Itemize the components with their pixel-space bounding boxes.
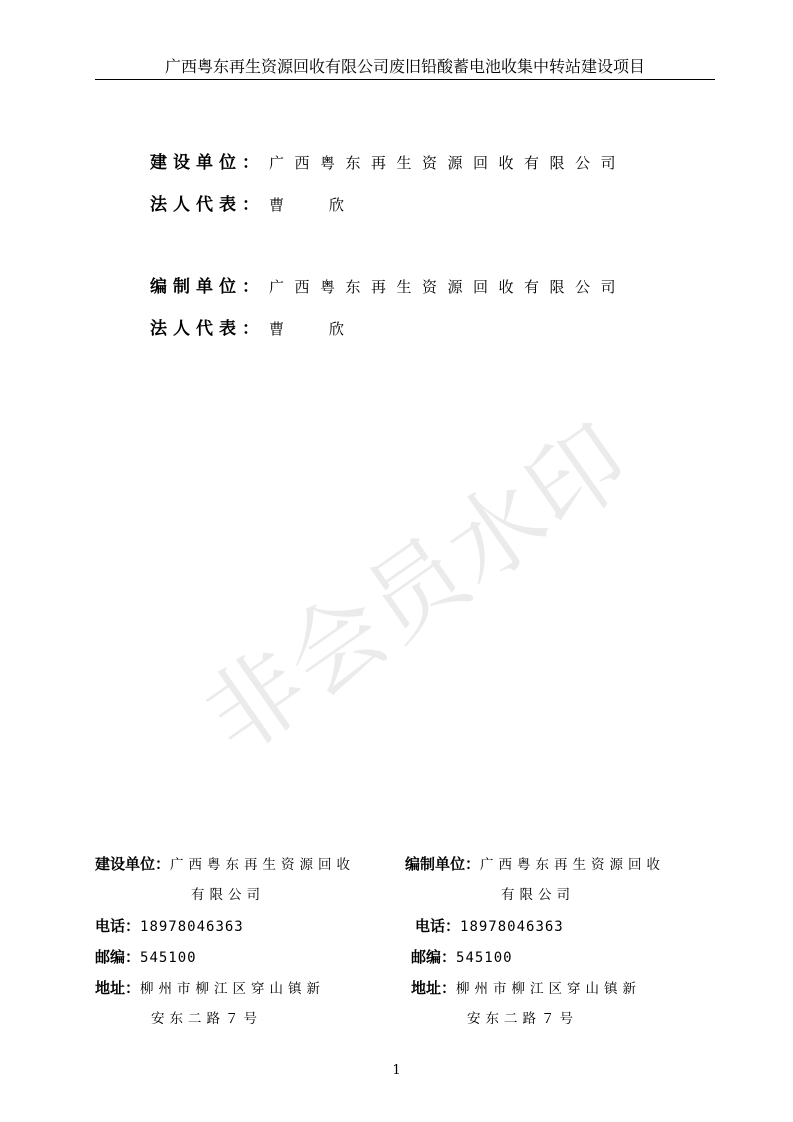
footer-compiling-unit-label: 编制单位： xyxy=(405,855,481,873)
legal-rep-colon: ： xyxy=(242,319,259,339)
footer-construction-unit-value: 广西粤东再生资源回收 xyxy=(170,857,356,873)
footer-construction-unit-value-cont: 有限公司 xyxy=(191,887,265,903)
legal-rep-value: 曹 欣 xyxy=(269,320,345,338)
compiling-unit-label: 编制单位 xyxy=(150,277,242,297)
header-divider xyxy=(95,79,715,80)
footer-address-label: 地址： xyxy=(95,979,141,997)
footer-postcode-label: 邮编： xyxy=(95,948,141,966)
footer-address-value: 柳州市柳江区穿山镇新 xyxy=(456,981,642,997)
footer-postcode-label: 邮编： xyxy=(411,948,457,966)
footer-construction-unit-label: 建设单位： xyxy=(95,855,171,873)
legal-rep-row-1 xyxy=(150,191,344,219)
footer-address-value-cont: 安东二路７号 xyxy=(467,1011,578,1027)
legal-rep-colon: ： xyxy=(242,195,259,215)
footer-address-value-cont: 安东二路７号 xyxy=(151,1011,262,1027)
compiling-unit-row xyxy=(150,273,626,301)
footer-postcode-value: 545100 xyxy=(140,950,197,966)
footer-phone-value: 18978046363 xyxy=(140,919,244,935)
legal-rep-label: 法人代表 xyxy=(150,195,242,215)
construction-unit-colon: ： xyxy=(242,153,259,173)
footer-left-column xyxy=(95,849,405,1035)
footer-phone-label: 电话： xyxy=(415,917,461,935)
footer-compiling-unit-value-cont: 有限公司 xyxy=(501,887,575,903)
footer-address-value: 柳州市柳江区穿山镇新 xyxy=(140,981,326,997)
construction-unit-value: 广西粤东再生资源回收有限公司 xyxy=(269,154,627,172)
page-number: 1 xyxy=(392,1063,401,1078)
construction-unit-label: 建设单位 xyxy=(150,153,242,173)
page-header-title: 广西粤东再生资源回收有限公司废旧铅酸蓄电池收集中转站建设项目 xyxy=(164,57,645,76)
footer-right-column xyxy=(405,849,715,1035)
legal-rep-row-2 xyxy=(150,315,344,343)
footer-phone-label: 电话： xyxy=(95,917,141,935)
footer-postcode-value: 545100 xyxy=(456,950,513,966)
compiling-unit-colon: ： xyxy=(242,277,259,297)
footer-address-label: 地址： xyxy=(411,979,457,997)
compiling-unit-value: 广西粤东再生资源回收有限公司 xyxy=(269,278,627,296)
legal-rep-label: 法人代表 xyxy=(150,319,242,339)
watermark: 非会员水印 xyxy=(184,402,651,776)
construction-unit-row xyxy=(150,149,626,177)
legal-rep-value: 曹 欣 xyxy=(269,196,345,214)
footer-compiling-unit-value: 广西粤东再生资源回收 xyxy=(480,857,666,873)
footer-phone-value: 18978046363 xyxy=(460,919,564,935)
